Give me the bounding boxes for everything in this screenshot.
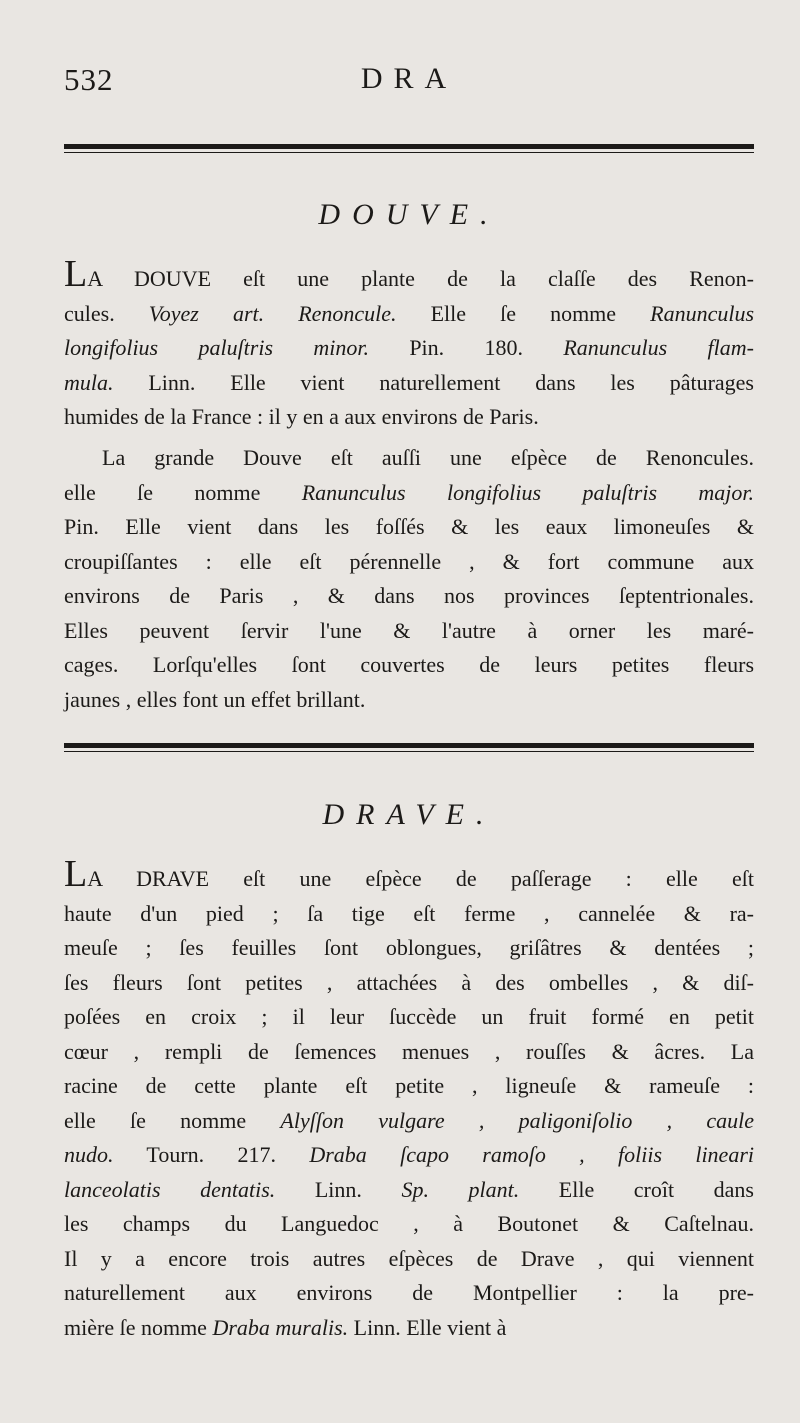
italic-text: Alyſſon vulgare , paligoniſolio , caule [280, 1107, 754, 1133]
italic-text: Draba muralis. [212, 1314, 349, 1340]
paragraph [64, 441, 754, 717]
italic-text: lanceolatis dentatis. [64, 1176, 276, 1202]
text-line [64, 579, 754, 614]
text-run: ſes fleurs ſont petites , attachées à des ombelles , & diſ- [64, 969, 754, 995]
text-run: les champs du Languedoc , à Boutonet & Caſtelnau. [64, 1211, 754, 1236]
text-run: environs de Paris , & dans nos provinces ſeptentrionales. [64, 583, 754, 608]
text-run: haute d'un pied ; ſa tige eſt ferme , cannelée & ra- [64, 900, 754, 926]
text-line [64, 253, 754, 297]
text-run: croupiſſantes : elle eſt pérennelle , & fort commune aux [64, 548, 754, 574]
text-run: A DRAVE eſt une eſpèce de paſſerage : elle eſt [87, 866, 754, 891]
text-line [64, 614, 754, 649]
text-run: elle ſe nomme [64, 479, 302, 505]
page-number: 532 [64, 62, 114, 97]
text-line [64, 1276, 754, 1311]
text-line [64, 400, 754, 435]
text-line [64, 1035, 754, 1070]
text-run: Linn. [275, 1176, 402, 1202]
page-header [64, 62, 754, 106]
text-line [64, 683, 754, 718]
text-line [64, 897, 754, 932]
text-run: Elles peuvent ſervir l'une & l'autre à orner les maré- [64, 617, 754, 643]
text-line [64, 931, 754, 966]
text-run: humides de la France : il y en a aux environs de Paris. [64, 404, 539, 429]
text-run: elle ſe nomme [64, 1107, 281, 1133]
italic-text: nudo. [64, 1142, 114, 1167]
drop-capital: L [64, 253, 88, 295]
italic-text: Draba ſcapo ramoſo , foliis lineari [309, 1142, 754, 1167]
text-run: poſées en croix ; il leur ſuccède un fruit formé en petit [64, 1004, 754, 1029]
text-line [64, 476, 754, 511]
italic-text: mula. [64, 369, 114, 395]
drop-capital: L [64, 853, 88, 895]
text-run: naturellement aux environs de Montpellier : la pre- [64, 1280, 754, 1305]
text-run: Elle ſe nomme [396, 300, 651, 326]
text-run: La grande Douve eſt auſſi une eſpèce de Renoncules. [102, 445, 754, 470]
text-line [64, 1173, 754, 1208]
text-line [64, 648, 754, 683]
text-run: meuſe ; ſes feuilles ſont oblongues, griſâtres & dentées ; [64, 935, 754, 960]
text-line [64, 510, 754, 545]
article-title-douve: DOUVE. [318, 198, 500, 231]
text-run: Il y a encore trois autres eſpèces de Drave , qui viennent [64, 1245, 754, 1271]
text-line [64, 1069, 754, 1104]
text-line [64, 1104, 754, 1139]
text-run: cules. [64, 300, 149, 326]
text-line [64, 1138, 754, 1173]
text-run: cœur , rempli de ſemences menues , rouſſes & âcres. La [64, 1038, 754, 1064]
running-head: DRA [360, 62, 458, 95]
text-run: Linn. Elle vient à [348, 1314, 507, 1340]
italic-text: Sp. plant. [401, 1176, 520, 1202]
italic-text: longifolius paluſtris minor. [64, 335, 369, 360]
text-line [64, 1207, 754, 1242]
article-title-drave: DRAVE. [322, 798, 496, 831]
text-run: Pin. Elle vient dans les foſſés & les eaux limoneuſes & [64, 514, 754, 539]
text-run: jaunes , elles font un effet brillant. [64, 686, 366, 712]
text-line [64, 331, 754, 366]
text-run: mière ſe nomme [64, 1314, 213, 1340]
text-run: A DOUVE eſt une plante de la claſſe des Renon- [87, 266, 754, 291]
italic-text: Voyez art. Renoncule. [148, 300, 397, 326]
text-line [64, 441, 754, 476]
text-run: Linn. Elle vient naturellement dans les pâturages [113, 369, 754, 395]
text-line [64, 545, 754, 580]
text-line [64, 1311, 754, 1346]
text-line [64, 853, 754, 897]
text-run: Pin. 180. [368, 335, 564, 360]
italic-text: Ranunculus flam- [563, 335, 754, 360]
header-rule [64, 144, 754, 153]
text-line [64, 966, 754, 1001]
paragraph [64, 253, 755, 435]
italic-text: Ranunculus [650, 300, 755, 326]
text-run: Elle croît dans [519, 1176, 754, 1202]
text-line [64, 366, 754, 401]
section-rule [64, 743, 754, 752]
text-run: racine de cette plante eſt petite , ligneuſe & rameuſe : [64, 1073, 754, 1098]
text-run: cages. Lorſqu'elles ſont couvertes de leurs petites fleurs [64, 652, 754, 677]
text-line [64, 297, 754, 332]
text-run: Tourn. 217. [113, 1142, 310, 1167]
text-line [64, 1000, 754, 1035]
text-line [64, 1242, 754, 1277]
italic-text: Ranunculus longifolius paluſtris major. [301, 479, 755, 505]
paragraph [64, 853, 754, 1345]
